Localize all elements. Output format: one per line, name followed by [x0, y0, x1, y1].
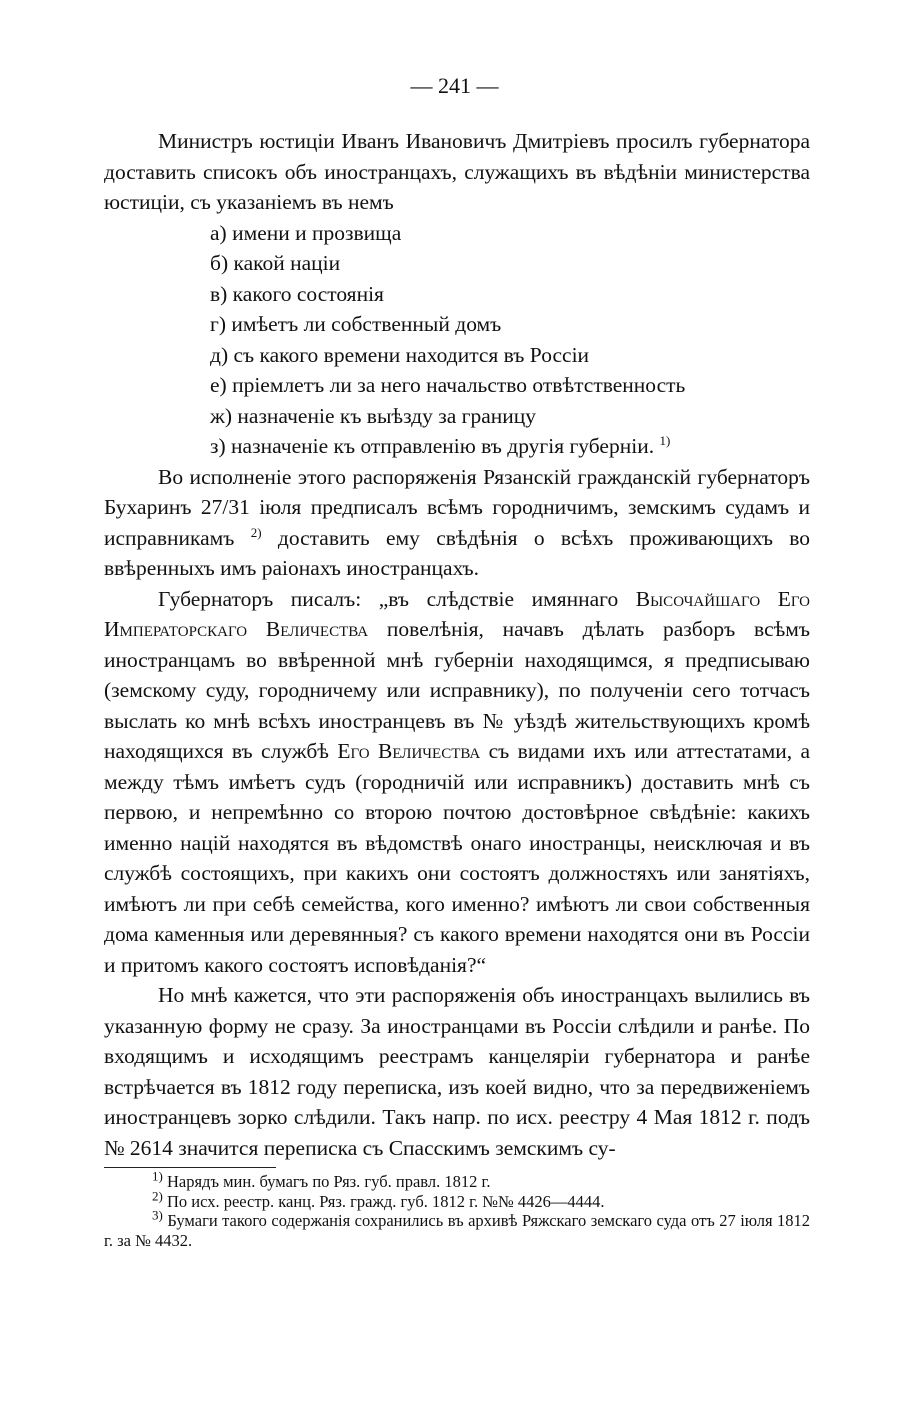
paragraph-4: Но мнѣ кажется, что эти распоряженія объ иностранцахъ вылились въ указанную форму не сразу. За иностранцами въ Россіи слѣдили и ранѣе. По входящимъ и исходящимъ реестрамъ канцеляріи губернатора и ранѣе встрѣчается въ 1812 году переписка, изъ коей видно, что за передвиженіемъ иностранцевъ зорко слѣдили. Такъ напр. по исх. реестру 4 Мая 1812 г. подъ № 2614 значится переписка съ Спасскимъ земскимъ су- — [104, 983, 810, 1160]
footnote-text: Бумаги такого содержанія сохранились въ архивѣ Ряжскаго земскаго суда отъ 27 іюля 1812 г. за № 4432. — [104, 1211, 811, 1250]
footnote-divider — [104, 1167, 276, 1168]
paragraph-3-quote — [104, 584, 810, 981]
smallcaps-ego-velichestva: Его Величества — [337, 739, 481, 763]
footnote-ref-1: 1) — [659, 432, 671, 448]
footnotes — [104, 1168, 811, 1250]
footnote-1 — [104, 1168, 810, 1192]
list-item: в) какого состоянія — [210, 281, 384, 306]
requirements-list — [104, 218, 810, 462]
footnote-text: По исх. реестр. канц. Ряз. гражд. губ. 1812 г. №№ 4426—4444. — [166, 1191, 605, 1211]
main-text — [104, 126, 810, 1163]
footnote-text: Нарядъ мин. бумагъ по Ряз. губ. правл. 1812 г. — [166, 1172, 491, 1191]
page-number: — 241 — — [410, 73, 499, 98]
list-item: ж) назначеніе къ выѣзду за границу — [210, 403, 537, 428]
list-item: д) съ какого времени находится въ Россіи — [210, 342, 590, 367]
smallcaps-ego-imperatorskago: Его Императорскаго Величества — [104, 586, 810, 641]
paragraph-3-part-b: повелѣнія, начавъ дѣлать разборъ всѣмъ иностранцамъ во ввѣренной мнѣ губерніи находящимся, я предписываю (земскому суду, городничему или исправнику), по полученіи сего тотчасъ выслать ко мнѣ всѣхъ иностранцевъ въ № уѣздѣ жительствующихъ кромѣ находящихся въ службѣ — [104, 617, 811, 763]
paragraph-2 — [104, 462, 810, 584]
paragraph-2-part-a: Во исполненіе этого распоряженія Рязанскій гражданскій губернаторъ Бухаринъ 27/31 іюля предписалъ всѣмъ городничимъ, земскимъ судамъ и исправникамъ — [104, 464, 810, 550]
footnote-ref-2: 2) — [250, 524, 262, 540]
footnote-mark: 3) — [152, 1207, 163, 1223]
paragraph-2-part-b: доставить ему свѣдѣнія о всѣхъ проживающихъ во ввѣренныхъ имъ раіонахъ иностранцахъ. — [104, 525, 810, 580]
list-item: а) имени и прозвища — [210, 220, 402, 245]
list-item: е) пріемлетъ ли за него начальство отвѣтственность — [210, 373, 686, 397]
footnote-mark: 1) — [152, 1168, 163, 1184]
paragraph-1: Министръ юстиціи Иванъ Ивановичъ Дмитріевъ просилъ губернатора доставить списокъ объ иностранцахъ, служащихъ въ вѣдѣніи министерства юстиціи, съ указаніемъ въ немъ — [104, 129, 810, 214]
list-item: г) имѣетъ ли собственный домъ — [210, 312, 502, 336]
paragraph-3-part-c: съ видами ихъ или аттестатами, а между тѣмъ имѣетъ судъ (городничій или исправникъ) доставить мнѣ съ первою, и непремѣнно со второю почтою достовѣрное свѣдѣніе: какихъ именно націй находятся въ вѣдомствѣ онаго иностранцы, неисключая и въ службѣ состоящихъ, при какихъ они состоятъ должностяхъ или занятіяхъ, имѣютъ ли при себѣ семейства, кого именно? имѣютъ ли свои собственныя дома каменныя или деревянныя? съ какого времени находятся они въ Россіи и притомъ какого состоятъ исповѣданія?“ — [104, 739, 810, 977]
footnote-3 — [104, 1207, 811, 1250]
list-item-text: з) назначеніе къ отправленію въ другія губерніи. — [210, 434, 655, 458]
list-item: б) какой націи — [210, 251, 341, 275]
list-item-last — [104, 431, 810, 462]
footnote-2 — [104, 1188, 810, 1212]
smallcaps-vysochaishago: Высочайшаго — [635, 586, 761, 611]
footnote-mark: 2) — [152, 1188, 163, 1203]
paragraph-3-part-a: Губернаторъ писалъ: „въ слѣдствіе имяннаго — [158, 586, 619, 611]
